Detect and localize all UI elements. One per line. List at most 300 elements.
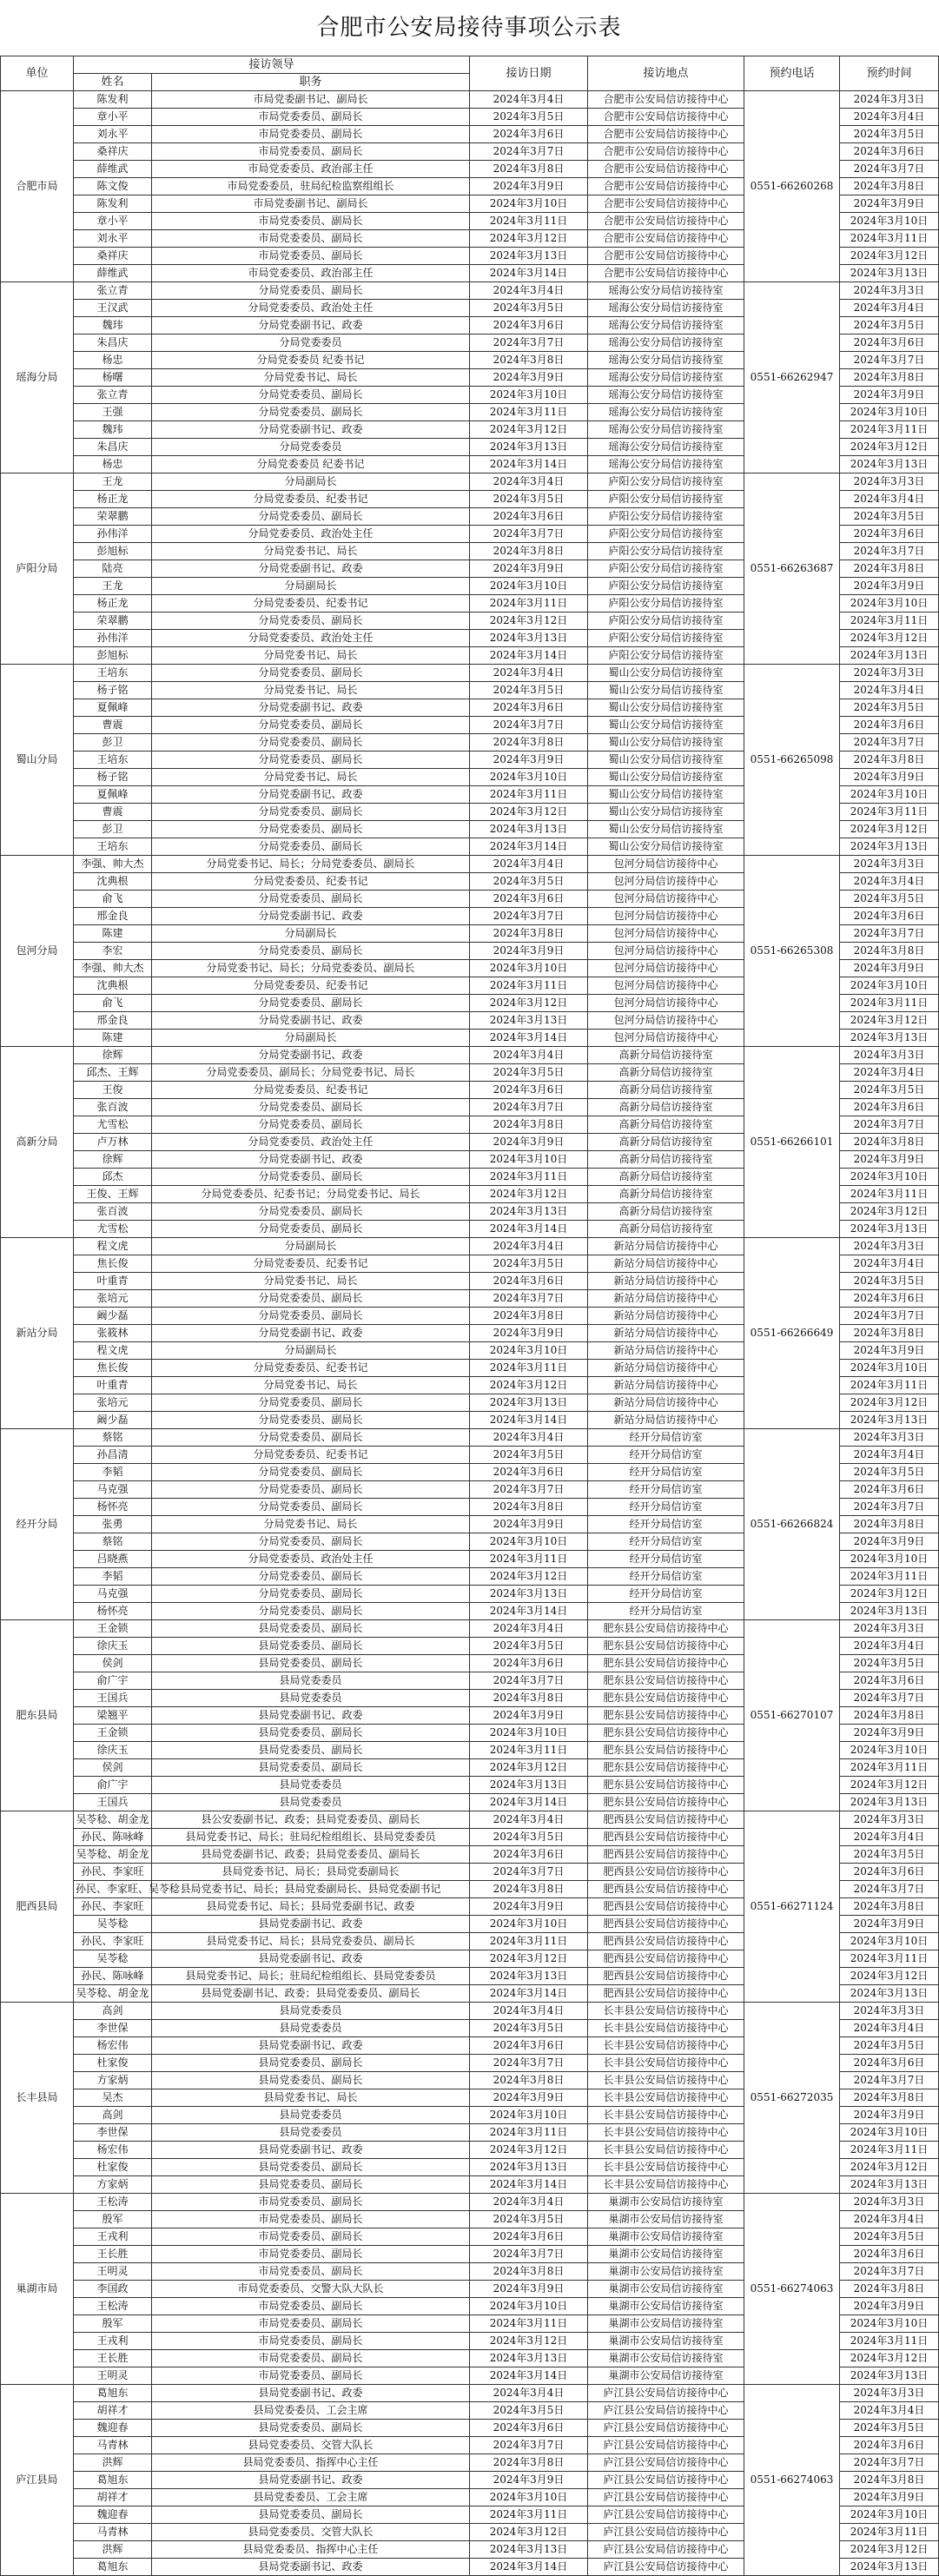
phone-cell: 0551-66266649 [744, 1238, 840, 1429]
time-cell: 2024年3月6日 [840, 1864, 939, 1881]
table-row [1, 665, 939, 682]
date-cell: 2024年3月10日 [470, 578, 588, 595]
name-cell: 吴杰 [74, 2089, 152, 2107]
time-cell: 2024年3月8日 [840, 1516, 939, 1533]
time-cell: 2024年3月13日 [840, 456, 939, 473]
position-cell: 市局党委委员、副局长 [152, 2228, 470, 2246]
place-cell: 长丰县公安局信访接待中心 [588, 2037, 744, 2055]
date-cell: 2024年3月7日 [470, 334, 588, 352]
date-cell: 2024年3月4日 [470, 1811, 588, 1829]
position-cell: 市局党委委员、副局长 [152, 2246, 470, 2263]
position-cell: 县局党委委员、副局长 [152, 2420, 470, 2437]
name-cell: 胡祥才 [74, 2402, 152, 2420]
name-cell: 杨怀亮 [74, 1603, 152, 1620]
date-cell: 2024年3月6日 [470, 1655, 588, 1672]
place-cell: 蜀山公安分局信访接待室 [588, 804, 744, 821]
name-cell: 邢金良 [74, 908, 152, 925]
time-cell: 2024年3月6日 [840, 717, 939, 734]
date-cell: 2024年3月6日 [470, 126, 588, 143]
name-cell: 王俊、王辉 [74, 1186, 152, 1203]
position-cell: 分局党委副书记、政委 [152, 786, 470, 804]
name-cell: 徐辉 [74, 1047, 152, 1064]
place-cell: 庐江县公安局信访接待中心 [588, 2472, 744, 2489]
date-cell: 2024年3月11日 [470, 977, 588, 995]
time-cell: 2024年3月7日 [840, 543, 939, 560]
header-leader: 接访领导 [74, 56, 470, 74]
time-cell: 2024年3月5日 [840, 317, 939, 334]
time-cell: 2024年3月6日 [840, 2437, 939, 2454]
phone-cell: 0551-66260268 [744, 91, 840, 282]
date-cell: 2024年3月8日 [470, 1499, 588, 1516]
name-cell: 阚少磊 [74, 1308, 152, 1325]
time-cell: 2024年3月3日 [840, 1811, 939, 1829]
name-cell: 葛旭东 [74, 2559, 152, 2576]
time-cell: 2024年3月12日 [840, 1203, 939, 1221]
name-cell: 叶重青 [74, 1377, 152, 1394]
place-cell: 长丰县公安局信访接待中心 [588, 2055, 744, 2072]
place-cell: 合肥市公安局信访接待中心 [588, 248, 744, 265]
position-cell: 分局党委书记、局长 [152, 769, 470, 786]
time-cell: 2024年3月11日 [840, 1377, 939, 1394]
place-cell: 庐江县公安局信访接待中心 [588, 2524, 744, 2541]
place-cell: 巢湖市公安局信访接待室 [588, 2263, 744, 2281]
table-row [1, 2003, 939, 2020]
place-cell: 高新分局信访接待室 [588, 1186, 744, 1203]
position-cell: 分局党委委员、副局长 [152, 1116, 470, 1134]
place-cell: 蜀山公安分局信访接待室 [588, 665, 744, 682]
time-cell: 2024年3月13日 [840, 265, 939, 282]
date-cell: 2024年3月12日 [470, 421, 588, 439]
date-cell: 2024年3月8日 [470, 352, 588, 369]
date-cell: 2024年3月4日 [470, 1047, 588, 1064]
date-cell: 2024年3月4日 [470, 2385, 588, 2402]
time-cell: 2024年3月4日 [840, 109, 939, 126]
position-cell: 分局党委委员、纪委书记 [152, 1360, 470, 1377]
date-cell: 2024年3月9日 [470, 2472, 588, 2489]
position-cell: 县局党委委员、副局长 [152, 1759, 470, 1777]
place-cell: 高新分局信访接待室 [588, 1203, 744, 1221]
place-cell: 庐阳公安分局信访接待室 [588, 560, 744, 578]
name-cell: 殷军 [74, 2211, 152, 2228]
position-cell: 县局党委委员、副局长 [152, 2055, 470, 2072]
name-cell: 荣翠鹏 [74, 508, 152, 526]
position-cell: 县局党委副书记、政委；县局党委委员、副局长 [152, 1846, 470, 1864]
time-cell: 2024年3月11日 [840, 1950, 939, 1968]
place-cell: 高新分局信访接待室 [588, 1151, 744, 1169]
name-cell: 桑祥庆 [74, 248, 152, 265]
place-cell: 合肥市公安局信访接待中心 [588, 91, 744, 109]
position-cell: 分局党委副书记、政委 [152, 1047, 470, 1064]
time-cell: 2024年3月12日 [840, 2350, 939, 2367]
time-cell: 2024年3月8日 [840, 560, 939, 578]
name-cell: 朱昌庆 [74, 334, 152, 352]
position-cell: 市局党委委员、副局长 [152, 143, 470, 161]
place-cell: 巢湖市公安局信访接待室 [588, 2246, 744, 2263]
date-cell: 2024年3月13日 [470, 248, 588, 265]
time-cell: 2024年3月5日 [840, 1655, 939, 1672]
position-cell: 县局党委委员 [152, 2107, 470, 2124]
header-name: 姓名 [74, 74, 152, 91]
name-cell: 蔡铭 [74, 1533, 152, 1551]
name-cell: 徐庆玉 [74, 1638, 152, 1655]
date-cell: 2024年3月11日 [470, 2506, 588, 2524]
name-cell: 吴苓稔 [74, 1950, 152, 1968]
name-cell: 方家炳 [74, 2072, 152, 2089]
date-cell: 2024年3月9日 [470, 752, 588, 769]
position-cell: 分局党委委员 纪委书记 [152, 456, 470, 473]
time-cell: 2024年3月7日 [840, 734, 939, 752]
time-cell: 2024年3月8日 [840, 2472, 939, 2489]
position-cell: 分局党委书记、局长；分局党委委员、副局长 [152, 960, 470, 977]
name-cell: 马克强 [74, 1586, 152, 1603]
phone-cell: 0551-66274063 [744, 2194, 840, 2385]
position-cell: 市局党委副书记、副局长 [152, 195, 470, 213]
date-cell: 2024年3月11日 [470, 786, 588, 804]
position-cell: 分局党委副书记、政委 [152, 1325, 470, 1342]
name-cell: 刘永平 [74, 230, 152, 248]
position-cell: 分局党委副书记、政委 [152, 1012, 470, 1030]
place-cell: 包河分局信访接待中心 [588, 908, 744, 925]
place-cell: 庐阳公安分局信访接待室 [588, 543, 744, 560]
position-cell: 分局党委委员 纪委书记 [152, 352, 470, 369]
time-cell: 2024年3月13日 [840, 1412, 939, 1429]
time-cell: 2024年3月6日 [840, 1099, 939, 1116]
name-cell: 杨宏伟 [74, 2142, 152, 2159]
position-cell: 分局党委副书记、政委 [152, 317, 470, 334]
name-cell: 侯剑 [74, 1759, 152, 1777]
unit-cell: 巢湖市局 [1, 2194, 74, 2385]
place-cell: 长丰县公安局信访接待中心 [588, 2176, 744, 2194]
name-cell: 王强 [74, 404, 152, 421]
place-cell: 肥西县公安局信访接待中心 [588, 1811, 744, 1829]
time-cell: 2024年3月5日 [840, 1273, 939, 1290]
name-cell: 梁翘平 [74, 1707, 152, 1725]
unit-cell: 合肥市局 [1, 91, 74, 282]
time-cell: 2024年3月6日 [840, 1290, 939, 1308]
position-cell: 市局党委委员、副局长 [152, 213, 470, 230]
name-cell: 陈发利 [74, 91, 152, 109]
date-cell: 2024年3月5日 [470, 2402, 588, 2420]
time-cell: 2024年3月7日 [840, 161, 939, 178]
position-cell: 分局党委副书记、政委 [152, 908, 470, 925]
position-cell: 分局党委委员、副局长 [152, 404, 470, 421]
date-cell: 2024年3月8日 [470, 734, 588, 752]
date-cell: 2024年3月14日 [470, 2559, 588, 2576]
name-cell: 李世保 [74, 2124, 152, 2142]
place-cell: 蜀山公安分局信访接待室 [588, 699, 744, 717]
time-cell: 2024年3月5日 [840, 1082, 939, 1099]
position-cell: 分局副局长 [152, 1342, 470, 1360]
date-cell: 2024年3月8日 [470, 1881, 588, 1898]
place-cell: 巢湖市公安局信访接待室 [588, 2194, 744, 2211]
position-cell: 分局党委委员、副局长 [152, 734, 470, 752]
name-cell: 王国兵 [74, 1690, 152, 1707]
place-cell: 巢湖市公安局信访接待室 [588, 2315, 744, 2333]
time-cell: 2024年3月9日 [840, 1151, 939, 1169]
name-cell: 王金锁 [74, 1725, 152, 1742]
phone-cell: 0551-66270107 [744, 1620, 840, 1811]
name-cell: 刘永平 [74, 126, 152, 143]
name-cell: 朱昌庆 [74, 439, 152, 456]
name-cell: 杨忠 [74, 456, 152, 473]
position-cell: 分局党委委员、政治处主任 [152, 1551, 470, 1568]
place-cell: 高新分局信访接待室 [588, 1082, 744, 1099]
date-cell: 2024年3月7日 [470, 1864, 588, 1881]
time-cell: 2024年3月11日 [840, 2524, 939, 2541]
name-cell: 孙民、陈咏峰 [74, 1829, 152, 1846]
name-cell: 孙民、李家旺 [74, 1898, 152, 1916]
name-cell: 俞飞 [74, 891, 152, 908]
place-cell: 庐江县公安局信访接待中心 [588, 2506, 744, 2524]
place-cell: 长丰县公安局信访接待中心 [588, 2089, 744, 2107]
name-cell: 彭旭标 [74, 647, 152, 665]
name-cell: 焦长俊 [74, 1255, 152, 1273]
date-cell: 2024年3月13日 [470, 1394, 588, 1412]
time-cell: 2024年3月3日 [840, 2385, 939, 2402]
place-cell: 肥东县公安局信访接待中心 [588, 1794, 744, 1811]
name-cell: 李宏 [74, 943, 152, 960]
position-cell: 县局党委委员、副局长 [152, 1638, 470, 1655]
name-cell: 杨子铭 [74, 682, 152, 699]
position-cell: 县局党委书记、局长；驻局纪检组组长、县局党委委员 [152, 1829, 470, 1846]
position-cell: 县局党委委员、交管大队长 [152, 2524, 470, 2541]
position-cell: 分局副局长 [152, 1238, 470, 1255]
name-cell: 沈典根 [74, 977, 152, 995]
position-cell: 分局党委委员、纪委书记 [152, 595, 470, 613]
name-cell: 李强、帅大杰 [74, 960, 152, 977]
position-cell: 分局党委副书记、政委 [152, 421, 470, 439]
time-cell: 2024年3月12日 [840, 630, 939, 647]
place-cell: 肥西县公安局信访接待中心 [588, 1829, 744, 1846]
date-cell: 2024年3月11日 [470, 2315, 588, 2333]
name-cell: 薛维武 [74, 265, 152, 282]
date-cell: 2024年3月4日 [470, 282, 588, 300]
name-cell: 李国政 [74, 2281, 152, 2298]
unit-cell: 肥西县局 [1, 1811, 74, 2003]
name-cell: 孙民、陈咏峰 [74, 1968, 152, 1985]
date-cell: 2024年3月7日 [470, 143, 588, 161]
time-cell: 2024年3月4日 [840, 2402, 939, 2420]
position-cell: 县公安委副书记、政委；县局党委委员、副局长 [152, 1811, 470, 1829]
place-cell: 肥西县公安局信访接待中心 [588, 1846, 744, 1864]
time-cell: 2024年3月12日 [840, 1777, 939, 1794]
position-cell: 分局党委委员、纪委书记 [152, 1082, 470, 1099]
date-cell: 2024年3月7日 [470, 2055, 588, 2072]
position-cell: 县局党委书记、局长 [152, 2089, 470, 2107]
date-cell: 2024年3月10日 [470, 960, 588, 977]
date-cell: 2024年3月12日 [470, 1377, 588, 1394]
name-cell: 卢万林 [74, 1134, 152, 1151]
place-cell: 庐江县公安局信访接待中心 [588, 2541, 744, 2559]
position-cell: 县局党委副书记、政委 [152, 1707, 470, 1725]
position-cell: 分局党委副书记、政委 [152, 560, 470, 578]
date-cell: 2024年3月6日 [470, 891, 588, 908]
date-cell: 2024年3月9日 [470, 178, 588, 195]
name-cell: 杜家俊 [74, 2159, 152, 2176]
name-cell: 王明灵 [74, 2263, 152, 2281]
date-cell: 2024年3月13日 [470, 630, 588, 647]
place-cell: 经开分局信访室 [588, 1568, 744, 1586]
name-cell: 吴苓稔、胡金龙 [74, 1811, 152, 1829]
place-cell: 蜀山公安分局信访接待室 [588, 717, 744, 734]
name-cell: 王俊 [74, 1082, 152, 1099]
place-cell: 肥西县公安局信访接待中心 [588, 1933, 744, 1950]
table-row [1, 282, 939, 300]
position-cell: 市局党委委员、副局长 [152, 2298, 470, 2315]
time-cell: 2024年3月9日 [840, 1342, 939, 1360]
place-cell: 肥西县公安局信访接待中心 [588, 1881, 744, 1898]
date-cell: 2024年3月11日 [470, 2124, 588, 2142]
unit-cell: 高新分局 [1, 1047, 74, 1238]
date-cell: 2024年3月4日 [470, 473, 588, 491]
date-cell: 2024年3月6日 [470, 1846, 588, 1864]
time-cell: 2024年3月3日 [840, 1620, 939, 1638]
place-cell: 经开分局信访室 [588, 1603, 744, 1620]
date-cell: 2024年3月9日 [470, 2089, 588, 2107]
time-cell: 2024年3月3日 [840, 1047, 939, 1064]
name-cell: 葛旭东 [74, 2472, 152, 2489]
position-cell: 分局党委委员、纪委书记 [152, 977, 470, 995]
position-cell: 分局党委委员、副局长 [152, 1099, 470, 1116]
date-cell: 2024年3月9日 [470, 1325, 588, 1342]
time-cell: 2024年3月5日 [840, 699, 939, 717]
name-cell: 胡祥才 [74, 2489, 152, 2506]
time-cell: 2024年3月10日 [840, 213, 939, 230]
position-cell: 分局党委委员、副局长 [152, 1412, 470, 1429]
position-cell: 县局党委书记、局长；驻局纪检组组长、县局党委委员 [152, 1968, 470, 1985]
place-cell: 高新分局信访接待室 [588, 1064, 744, 1082]
name-cell: 程文虎 [74, 1238, 152, 1255]
name-cell: 王培东 [74, 752, 152, 769]
place-cell: 长丰县公安局信访接待中心 [588, 2159, 744, 2176]
name-cell: 马青林 [74, 2437, 152, 2454]
name-cell: 章小平 [74, 213, 152, 230]
time-cell: 2024年3月3日 [840, 856, 939, 873]
time-cell: 2024年3月7日 [840, 2263, 939, 2281]
name-cell: 曹震 [74, 804, 152, 821]
place-cell: 经开分局信访室 [588, 1586, 744, 1603]
place-cell: 新站分局信访接待中心 [588, 1290, 744, 1308]
date-cell: 2024年3月10日 [470, 1533, 588, 1551]
date-cell: 2024年3月14日 [470, 1603, 588, 1620]
time-cell: 2024年3月9日 [840, 195, 939, 213]
position-cell: 市局党委委员、副局长 [152, 2194, 470, 2211]
date-cell: 2024年3月13日 [470, 821, 588, 838]
place-cell: 庐阳公安分局信访接待室 [588, 647, 744, 665]
date-cell: 2024年3月10日 [470, 1151, 588, 1169]
time-cell: 2024年3月7日 [840, 925, 939, 943]
unit-cell: 经开分局 [1, 1429, 74, 1620]
date-cell: 2024年3月9日 [470, 369, 588, 387]
time-cell: 2024年3月10日 [840, 1551, 939, 1568]
name-cell: 孙伟洋 [74, 630, 152, 647]
position-cell: 分局党委委员、副局长 [152, 1464, 470, 1481]
position-cell: 分局党委委员、政治处主任 [152, 1134, 470, 1151]
time-cell: 2024年3月5日 [840, 2420, 939, 2437]
name-cell: 沈典根 [74, 873, 152, 891]
name-cell: 吴苓稔、胡金龙 [74, 1985, 152, 2003]
place-cell: 经开分局信访室 [588, 1499, 744, 1516]
place-cell: 瑶海公安分局信访接待室 [588, 282, 744, 300]
time-cell: 2024年3月11日 [840, 421, 939, 439]
name-cell: 王戎利 [74, 2228, 152, 2246]
date-cell: 2024年3月8日 [470, 161, 588, 178]
date-cell: 2024年3月11日 [470, 1742, 588, 1759]
place-cell: 高新分局信访接待室 [588, 1134, 744, 1151]
time-cell: 2024年3月12日 [840, 439, 939, 456]
name-cell: 魏迎春 [74, 2506, 152, 2524]
date-cell: 2024年3月14日 [470, 1412, 588, 1429]
time-cell: 2024年3月6日 [840, 908, 939, 925]
time-cell: 2024年3月5日 [840, 1464, 939, 1481]
date-cell: 2024年3月13日 [470, 1968, 588, 1985]
date-cell: 2024年3月8日 [470, 925, 588, 943]
position-cell: 分局党委委员、副局长 [152, 804, 470, 821]
time-cell: 2024年3月5日 [840, 891, 939, 908]
date-cell: 2024年3月11日 [470, 1933, 588, 1950]
phone-cell: 0551-66266824 [744, 1429, 840, 1620]
name-cell: 陈发利 [74, 195, 152, 213]
date-cell: 2024年3月14日 [470, 838, 588, 856]
time-cell: 2024年3月4日 [840, 2020, 939, 2037]
place-cell: 巢湖市公安局信访接待室 [588, 2333, 744, 2350]
place-cell: 包河分局信访接待中心 [588, 925, 744, 943]
unit-cell: 包河分局 [1, 856, 74, 1047]
date-cell: 2024年3月11日 [470, 1551, 588, 1568]
time-cell: 2024年3月11日 [840, 995, 939, 1012]
place-cell: 长丰县公安局信访接待中心 [588, 2003, 744, 2020]
time-cell: 2024年3月12日 [840, 1012, 939, 1030]
table-row [1, 91, 939, 109]
date-cell: 2024年3月10日 [470, 2489, 588, 2506]
position-cell: 分局党委委员、副局长 [152, 1429, 470, 1447]
time-cell: 2024年3月7日 [840, 1881, 939, 1898]
phone-cell: 0551-66265308 [744, 856, 840, 1047]
place-cell: 包河分局信访接待中心 [588, 995, 744, 1012]
position-cell: 分局党委委员、副局长 [152, 1533, 470, 1551]
table-row [1, 1047, 939, 1064]
time-cell: 2024年3月8日 [840, 1134, 939, 1151]
place-cell: 新站分局信访接待中心 [588, 1360, 744, 1377]
date-cell: 2024年3月13日 [470, 1203, 588, 1221]
place-cell: 瑶海公安分局信访接待室 [588, 369, 744, 387]
position-cell: 分局党委委员、副局长 [152, 387, 470, 404]
time-cell: 2024年3月8日 [840, 1325, 939, 1342]
time-cell: 2024年3月11日 [840, 804, 939, 821]
time-cell: 2024年3月8日 [840, 369, 939, 387]
position-cell: 分局党委委员、纪委书记 [152, 1255, 470, 1273]
time-cell: 2024年3月10日 [840, 2124, 939, 2142]
place-cell: 蜀山公安分局信访接待室 [588, 769, 744, 786]
reception-table [0, 56, 939, 2576]
date-cell: 2024年3月12日 [470, 1568, 588, 1586]
position-cell: 分局党委书记、局长 [152, 682, 470, 699]
time-cell: 2024年3月5日 [840, 2228, 939, 2246]
position-cell: 分局党委书记、局长 [152, 543, 470, 560]
position-cell: 分局党委委员、副局长 [152, 838, 470, 856]
position-cell: 县局党委副书记、政委；县局党委委员、副局长 [152, 1985, 470, 2003]
place-cell: 包河分局信访接待中心 [588, 891, 744, 908]
name-cell: 洪辉 [74, 2454, 152, 2472]
date-cell: 2024年3月13日 [470, 1586, 588, 1603]
time-cell: 2024年3月13日 [840, 2559, 939, 2576]
name-cell: 王培东 [74, 838, 152, 856]
date-cell: 2024年3月5日 [470, 1447, 588, 1464]
time-cell: 2024年3月3日 [840, 1429, 939, 1447]
name-cell: 王龙 [74, 473, 152, 491]
name-cell: 张百波 [74, 1203, 152, 1221]
position-cell: 县局党委副书记、政委 [152, 2559, 470, 2576]
